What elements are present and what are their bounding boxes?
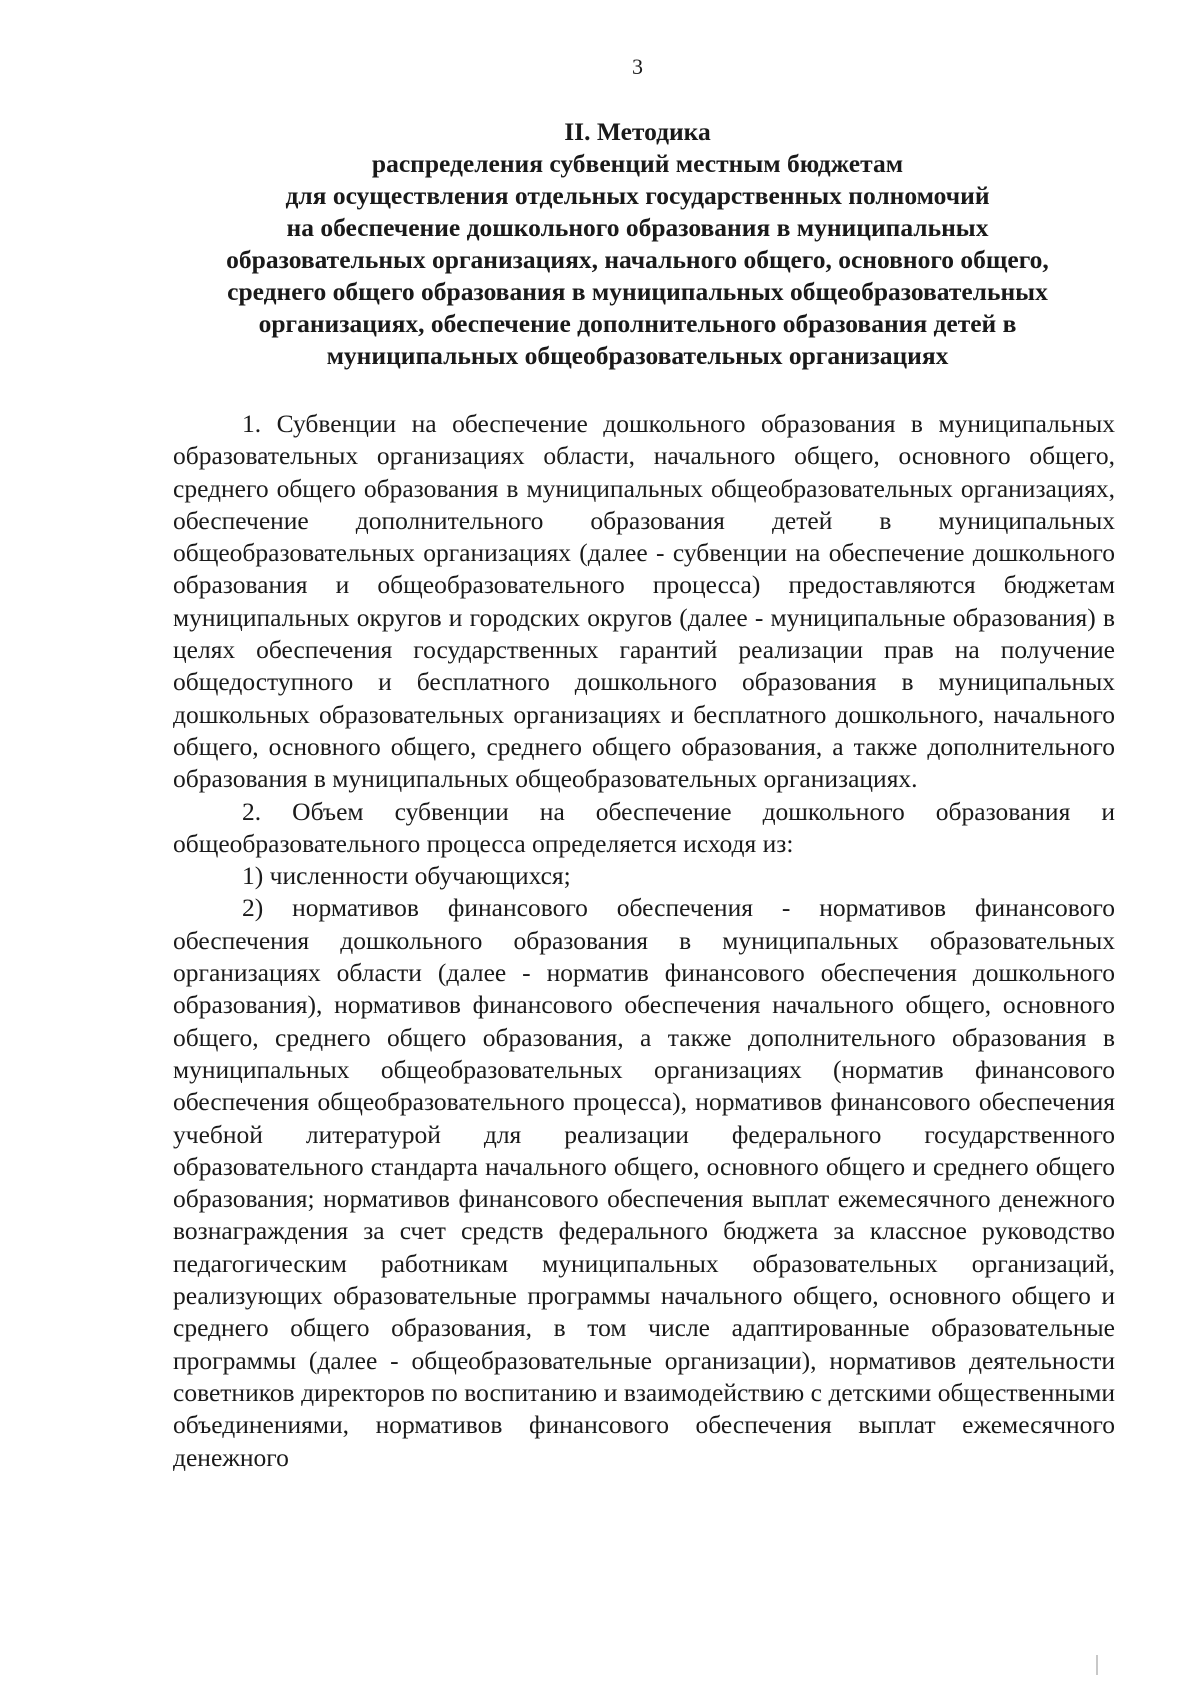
- title-line: распределения субвенций местным бюджетам: [371, 149, 904, 178]
- scan-edge-mark: [1096, 1655, 1098, 1675]
- title-line: муниципальных общеобразовательных организациях: [326, 341, 949, 370]
- title-line: среднего общего образования в муниципальных общеобразовательных: [227, 277, 1048, 306]
- document-body: [173, 408, 1115, 1474]
- title-line: для осуществления отдельных государственных полномочий: [285, 181, 990, 210]
- section-title: [120, 116, 1155, 372]
- title-line: образовательных организациях, начального общего, основного общего,: [226, 245, 1049, 274]
- list-item-2: 2) нормативов финансового обеспечения - нормативов финансового обеспечения дошкольного образования в муниципальных образовательных организациях области (далее - норматив финансового обеспечения дошкольного образования), нормативов финансового обеспечения начального общего, основного общего, среднего общего образования, а также дополнительного образования в муниципальных общеобразовательных организациях (норматив финансового обеспечения общеобразовательного процесса), нормативов финансового обеспечения учебной литературой для реализации федерального государственного образовательного стандарта начального общего, основного общего и среднего общего образования; нормативов финансового обеспечения выплат ежемесячного денежного вознаграждения за счет средств федерального бюджета за классное руководство педагогическим работникам муниципальных образовательных организаций, реализующих образовательные программы начального общего, основного общего и среднего общего образования, в том числе адаптированные образовательные программы (далее - общеобразовательные организации), нормативов деятельности советников директоров по воспитанию и взаимодействию с детскими общественными объединениями, нормативов финансового обеспечения выплат ежемесячного денежного: [173, 893, 1115, 1472]
- title-line: организациях, обеспечение дополнительного образования детей в: [258, 309, 1017, 338]
- paragraph-1: 1. Субвенции на обеспечение дошкольного образования в муниципальных образовательных организациях области, начального общего, основного общего, среднего общего образования в муниципальных общеобразовательных организациях, обеспечение дополнительного образования детей в муниципальных общеобразовательных организациях (далее - субвенции на обеспечение дошкольного образования и общеобразовательного процесса) предоставляются бюджетам муниципальных округов и городских округов (далее - муниципальные образования) в целях обеспечения государственных гарантий реализации прав на получение общедоступного и бесплатного дошкольного образования в муниципальных дошкольных образовательных организациях и бесплатного дошкольного, начального общего, основного общего, среднего общего образования, а также дополнительного образования в муниципальных общеобразовательных организациях.: [173, 409, 1115, 794]
- title-line: II. Методика: [564, 117, 711, 146]
- list-item-1: 1) численности обучающихся;: [242, 861, 571, 891]
- title-line: на обеспечение дошкольного образования в муниципальных: [286, 213, 989, 242]
- paragraph-2: 2. Объем субвенции на обеспечение дошкольного образования и общеобразовательного процесса определяется исходя из:: [173, 796, 1115, 858]
- page-number: 3: [632, 54, 643, 79]
